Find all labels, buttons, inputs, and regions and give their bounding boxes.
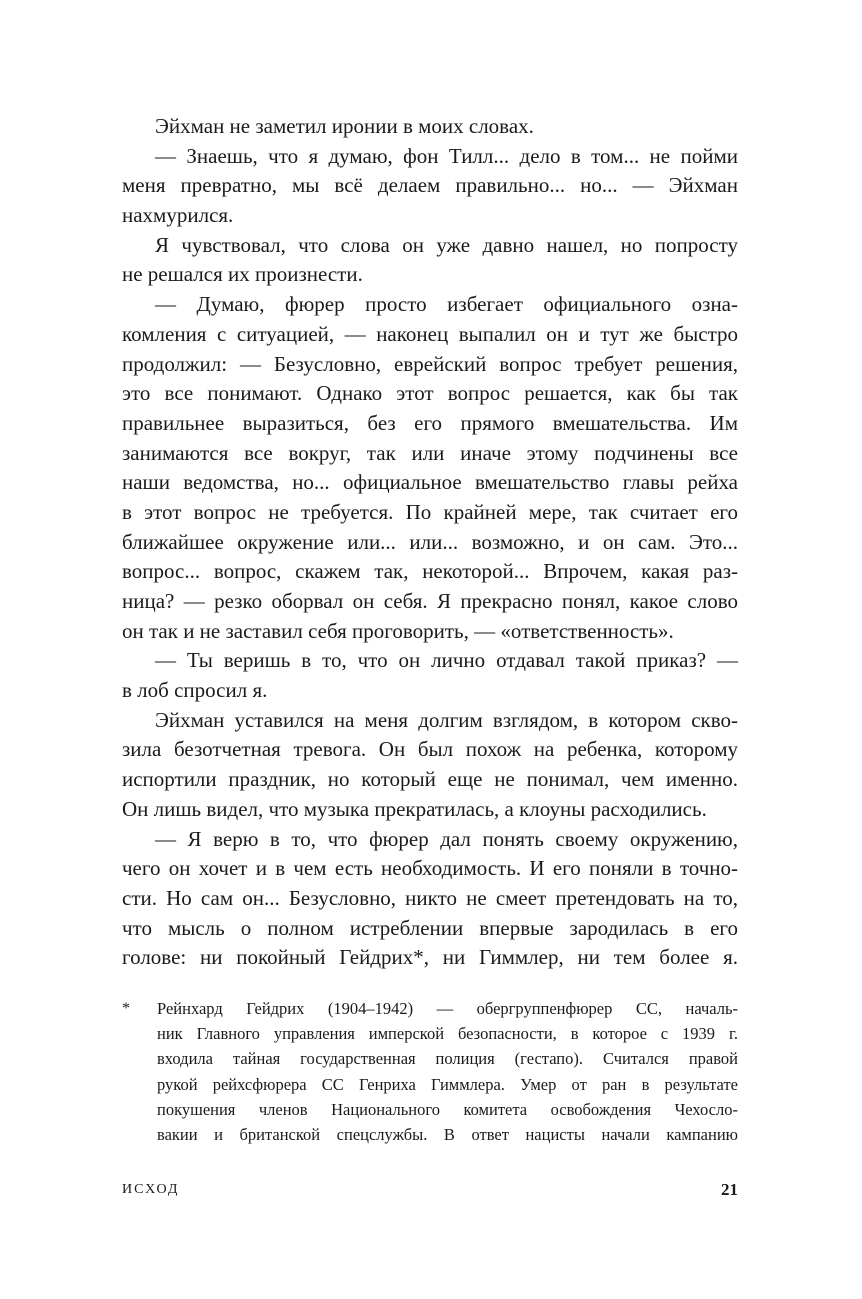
running-title: ИСХОД bbox=[122, 1182, 180, 1197]
body-text bbox=[122, 112, 738, 973]
text-line: сти. Но сам он... Безусловно, никто не смеет претендовать на то, bbox=[122, 885, 738, 910]
footnote-line: вакии и британской спецслужбы. В ответ нацисты начали кампанию bbox=[157, 1124, 738, 1144]
text-line: чего он хочет и в чем есть необходимость. И его поняли в точно- bbox=[122, 856, 738, 881]
text-line: в лоб спросил я. bbox=[122, 678, 268, 703]
page-number: 21 bbox=[721, 1180, 738, 1199]
text-line: не решался их произнести. bbox=[122, 262, 363, 287]
text-line: наши ведомства, но... официальное вмешательство главы рейха bbox=[122, 470, 738, 495]
text-line: что мысль о полном истреблении впервые зародилась в его bbox=[122, 915, 738, 940]
page-footer bbox=[122, 1178, 738, 1202]
text-line: вопрос... вопрос, скажем так, некоторой... Впрочем, какая раз- bbox=[122, 559, 738, 584]
text-line: Эйхман уставился на меня долгим взглядом, в котором скво- bbox=[155, 707, 738, 732]
text-line: Эйхман не заметил иронии в моих словах. bbox=[155, 114, 534, 138]
text-line: правильнее выразиться, без его прямого вмешательства. Им bbox=[122, 410, 738, 435]
text-line: — Думаю, фюрер просто избегает официального озна- bbox=[155, 292, 738, 317]
text-line: — Я верю в то, что фюрер дал понять своему окружению, bbox=[155, 826, 738, 851]
text-line: нахмурился. bbox=[122, 203, 234, 228]
footnote-line: рукой рейхсфюрера СС Генриха Гиммлера. Умер от ран в результате bbox=[157, 1074, 738, 1094]
text-line: — Ты веришь в то, что он лично отдавал такой приказ? — bbox=[155, 648, 738, 673]
text-line: зила безотчетная тревога. Он был похож на ребенка, которому bbox=[122, 737, 738, 762]
text-line: комления с ситуацией, — наконец выпалил он и тут же быстро bbox=[122, 321, 738, 346]
text-line: он так и не заставил себя проговорить, — «ответственность». bbox=[122, 618, 674, 643]
footnote-line: Рейнхард Гейдрих (1904–1942) — обергруппенфюрер СС, началь- bbox=[157, 999, 738, 1018]
footnote-line: входила тайная государственная полиция (гестапо). Считался правой bbox=[157, 1049, 738, 1069]
footnote-text bbox=[157, 996, 738, 1147]
text-line: — Знаешь, что я думаю, фон Тилл... дело в том... не пойми bbox=[155, 143, 738, 168]
text-line: испортили праздник, но который еще не понимал, чем именно. bbox=[122, 767, 738, 792]
footnote-line: ник Главного управления имперской безопасности, в которое с 1939 г. bbox=[157, 1024, 738, 1044]
footnote bbox=[122, 996, 738, 1147]
text-line: Я чувствовал, что слова он уже давно нашел, но попросту bbox=[155, 232, 738, 257]
text-line: голове: ни покойный Гейдрих*, ни Гиммлер, ни тем более я. bbox=[122, 945, 738, 970]
text-line: в этот вопрос не требуется. По крайней мере, так считает его bbox=[122, 499, 738, 524]
text-line: меня превратно, мы всё делаем правильно... но... — Эйхман bbox=[122, 173, 738, 198]
footnote-line: покушения членов Национального комитета освобождения Чехосло- bbox=[157, 1099, 738, 1119]
footnote-marker: * bbox=[122, 1000, 130, 1017]
text-line: продолжил: — Безусловно, еврейский вопрос требует решения, bbox=[122, 351, 738, 376]
text-line: ница? — резко оборвал он себя. Я прекрасно понял, какое слово bbox=[122, 589, 738, 613]
text-line: занимаются все вокруг, так или иначе этому подчинены все bbox=[122, 440, 738, 465]
text-line: Он лишь видел, что музыка прекратилась, а клоуны расходились. bbox=[122, 796, 707, 821]
text-line: это все понимают. Однако этот вопрос решается, как бы так bbox=[122, 381, 738, 406]
text-line: ближайшее окружение или... или... возможно, и он сам. Это... bbox=[122, 529, 738, 554]
